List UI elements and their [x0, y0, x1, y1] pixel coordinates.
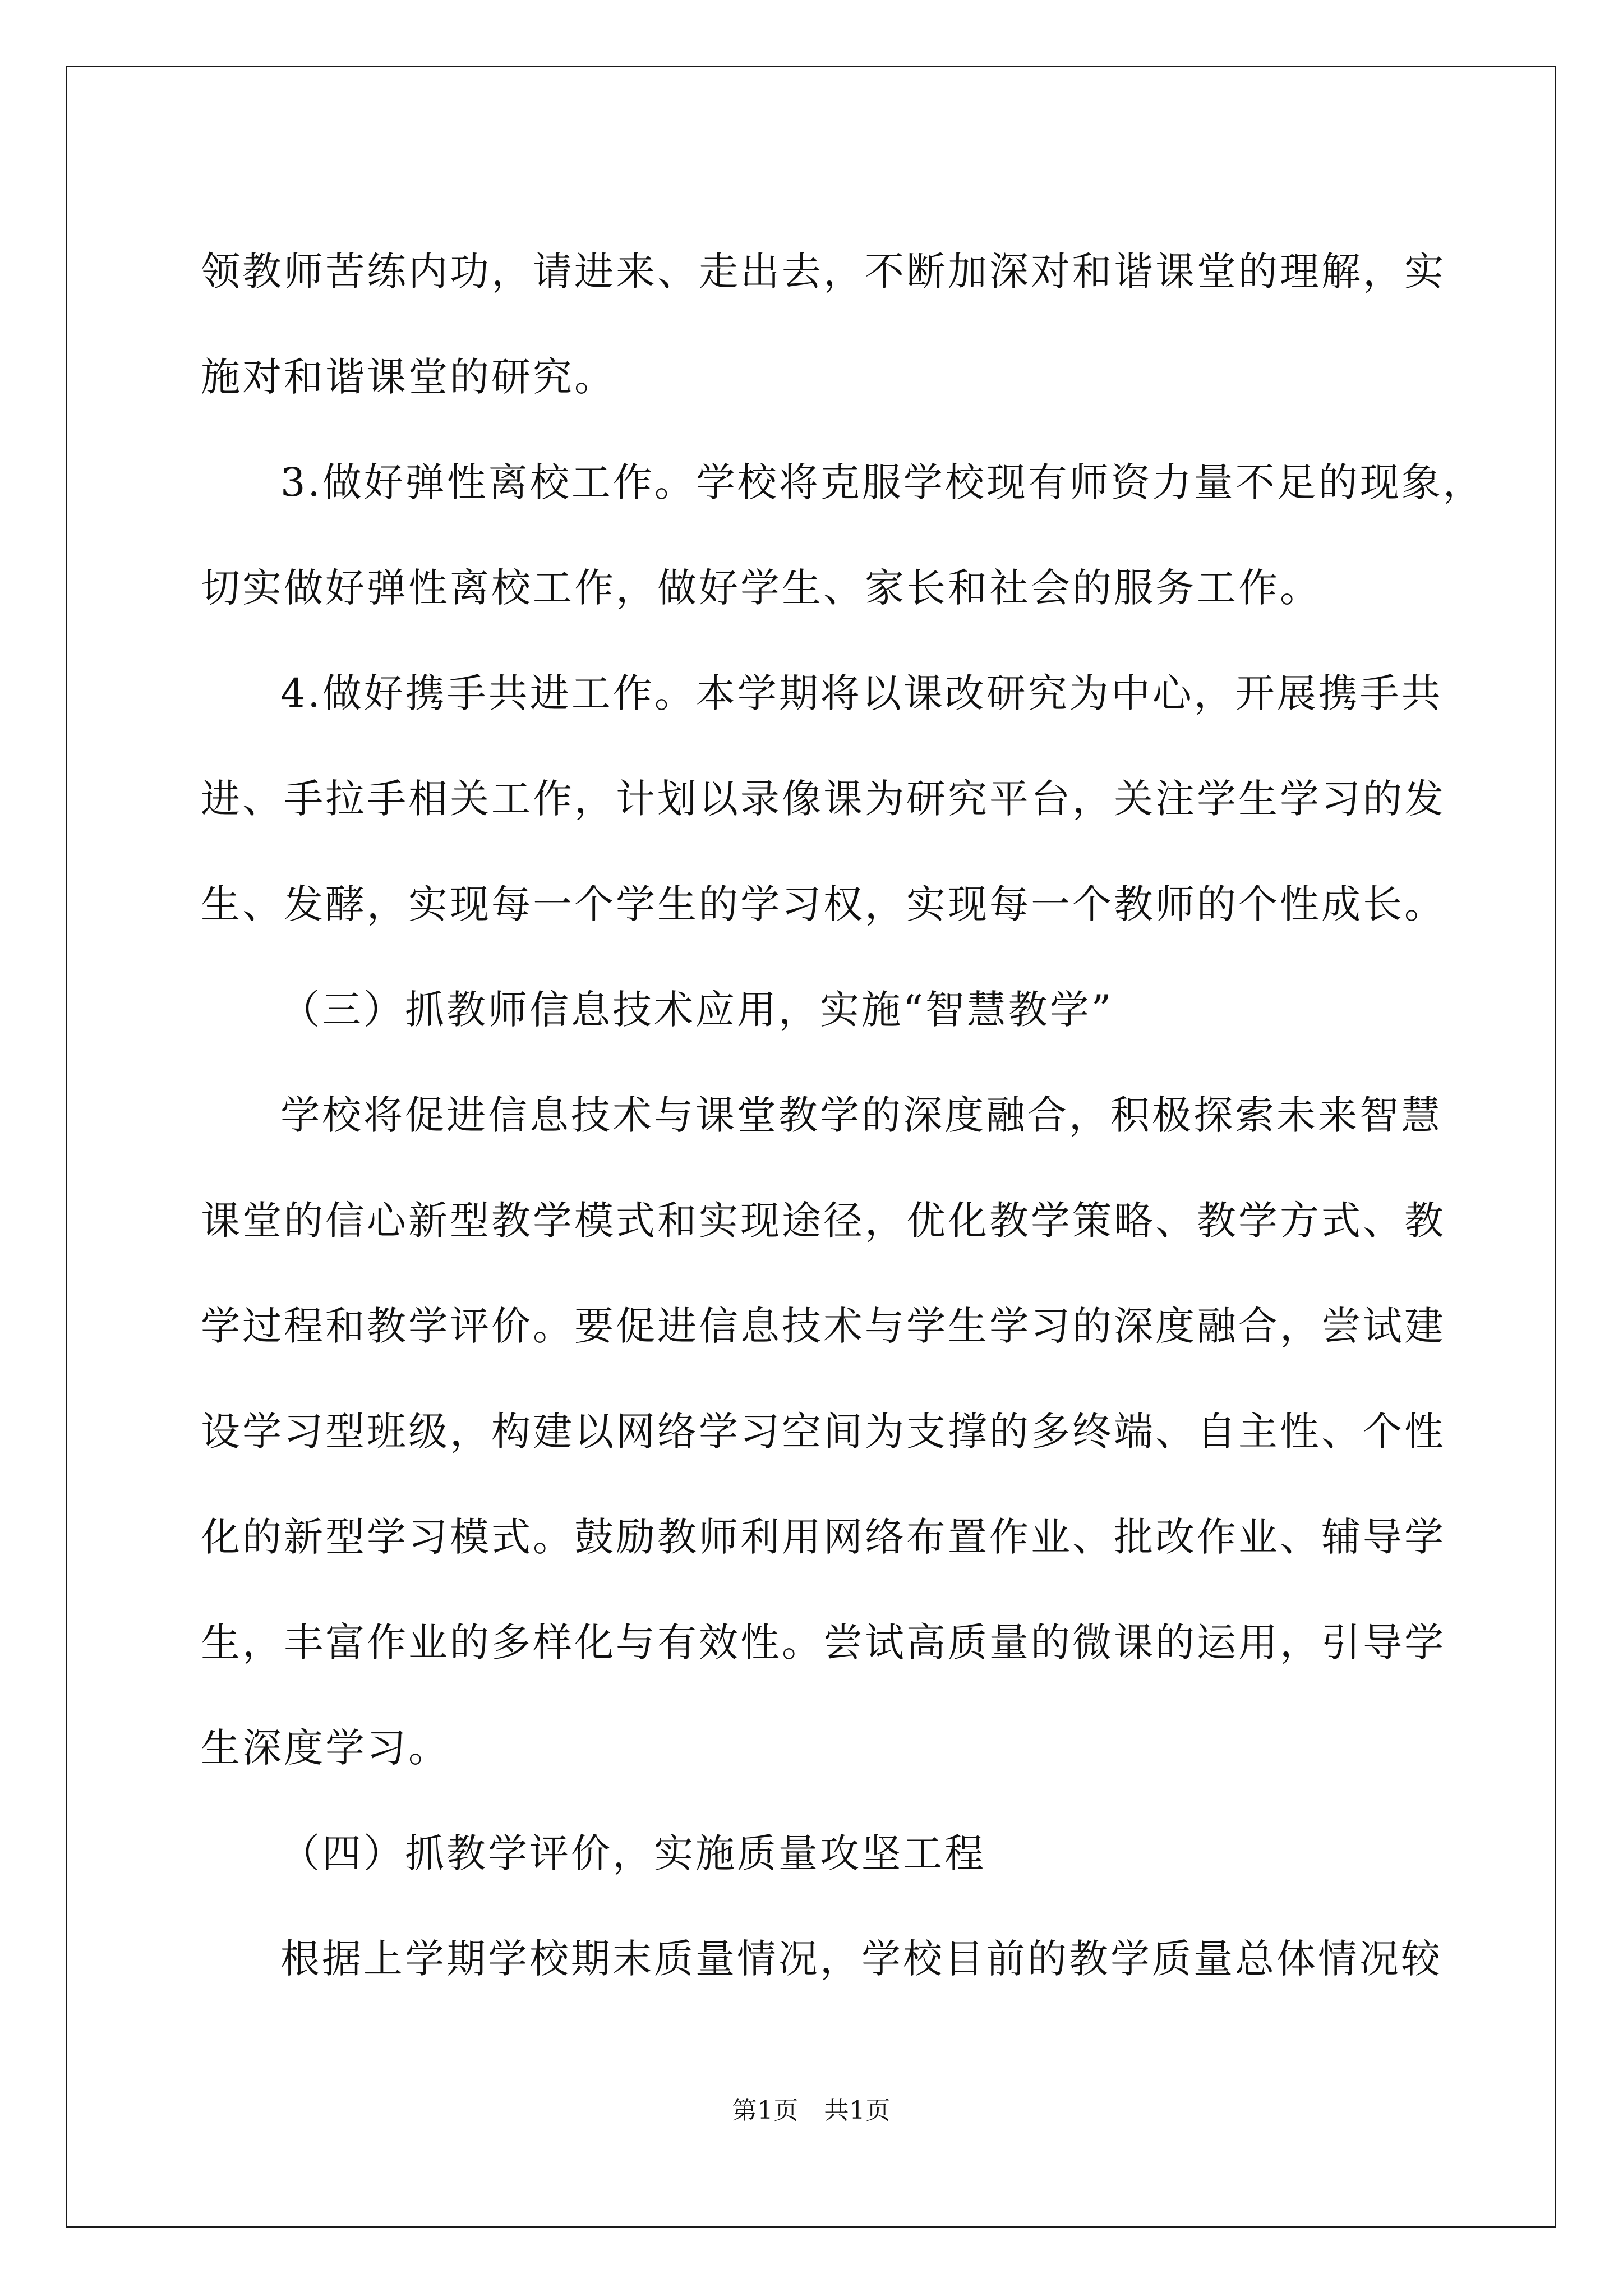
text-line: 进、手拉手相关工作，计划以录像课为研究平台，关注学生学习的发 [201, 776, 1446, 822]
text-line: 化的新型学习模式。鼓励教师利用网络布置作业、批改作业、辅导学 [201, 1514, 1446, 1560]
text-line: 学校将促进信息技术与课堂教学的深度融合，积极探索未来智慧 [280, 1092, 1442, 1138]
text-line: 切实做好弹性离校工作，做好学生、家长和社会的服务工作。 [201, 565, 1321, 611]
text-line: （四）抓教学评价，实施质量攻坚工程 [280, 1830, 986, 1876]
text-line: 施对和谐课堂的研究。 [201, 354, 616, 400]
text-line: 根据上学期学校期末质量情况，学校目前的教学质量总体情况较 [280, 1936, 1442, 1982]
text-line: 设学习型班级，构建以网络学习空间为支撑的多终端、自主性、个性 [201, 1409, 1446, 1455]
page-footer: 第1页 共1页 [732, 2096, 891, 2125]
text-line: 3.做好弹性离校工作。学校将克服学校现有师资力量不足的现象， [280, 459, 1484, 505]
text-line: 4.做好携手共进工作。本学期将以课改研究为中心，开展携手共 [280, 670, 1443, 716]
document-body [201, 219, 1484, 2012]
text-line: 生，丰富作业的多样化与有效性。尝试高质量的微课的运用，引导学 [201, 1619, 1446, 1665]
text-line: （三）抓教师信息技术应用，实施“智慧教学” [280, 987, 1114, 1033]
text-line: 生深度学习。 [201, 1725, 450, 1771]
text-line: 生、发酵，实现每一个学生的学习权，实现每一个教师的个性成长。 [201, 881, 1446, 927]
text-line: 课堂的信心新型教学模式和实现途径，优化教学策略、教学方式、教 [201, 1198, 1446, 1244]
text-line: 学过程和教学评价。要促进信息技术与学生学习的深度融合，尝试建 [201, 1303, 1446, 1349]
text-line: 领教师苦练内功，请进来、走出去，不断加深对和谐课堂的理解，实 [201, 249, 1446, 295]
